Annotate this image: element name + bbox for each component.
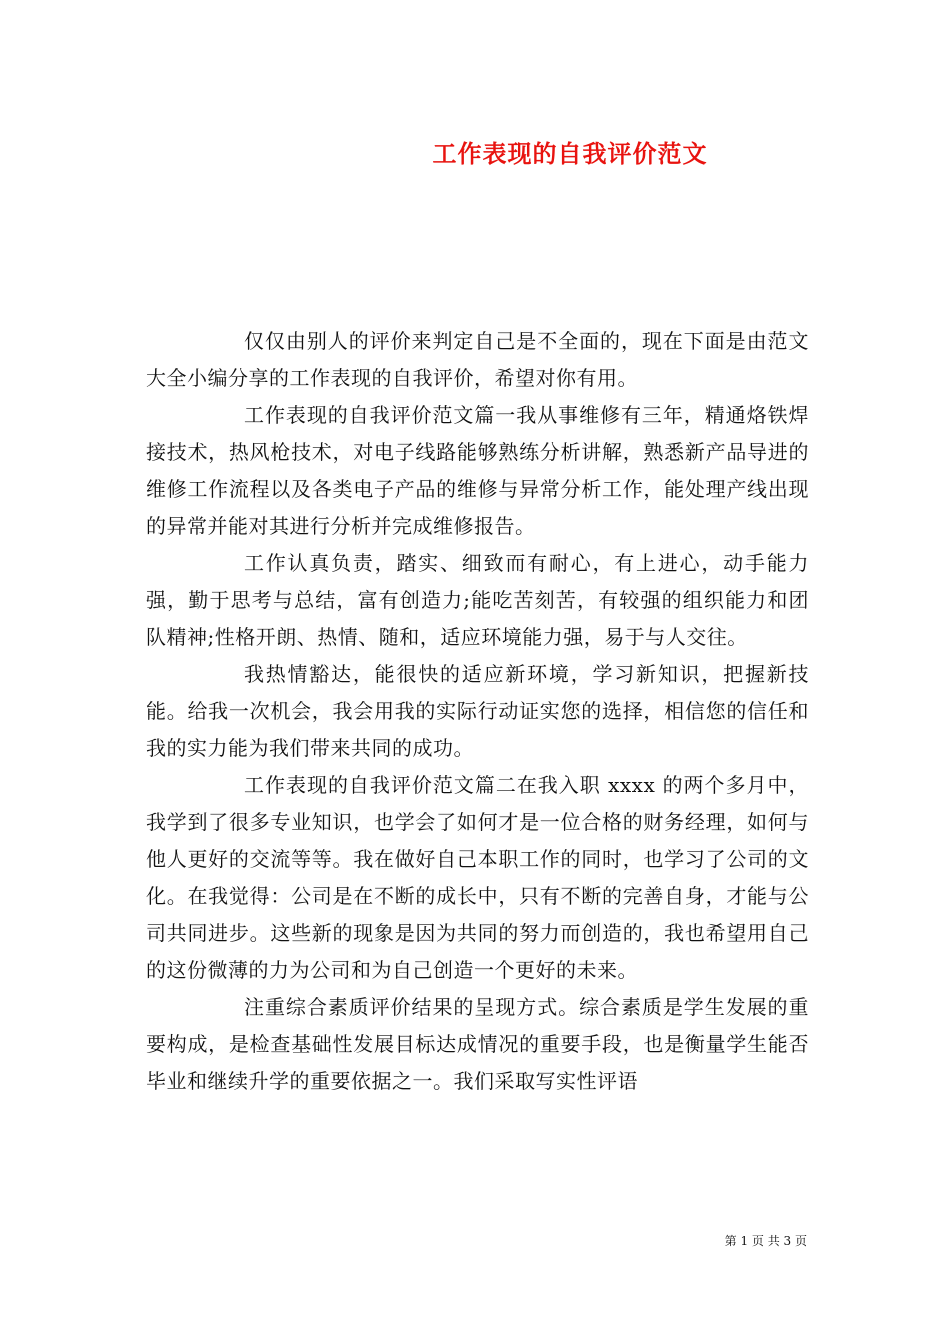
paragraph-5: 工作表现的自我评价范文篇二在我入职 xxxx 的两个多月中，我学到了很多专业知识，也学会了如何才是一位合格的财务经理，如何与他人更好的交流等等。我在做好自己本职工作的同时，也学习了公司的文化。在我觉得：公司是在不断的成长中，只有不断的完善自身，才能与公司共同进步。这些新的现象是因为共同的努力而创造的，我也希望用自己的这份微薄的力为公司和为自己创造一个更好的未来。 [146, 773, 809, 982]
paragraph-2: 工作表现的自我评价范文篇一我从事维修有三年，精通烙铁焊接技术，热风枪技术，对电子线路能够熟练分析讲解，熟悉新产品导进的维修工作流程以及各类电子产品的维修与异常分析工作，能处理产线出现的异常并能对其进行分析并完成维修报告。 [146, 403, 809, 538]
paragraph-6: 注重综合素质评价结果的呈现方式。综合素质是学生发展的重要构成，是检查基础性发展目标达成情况的重要手段，也是衡量学生能否毕业和继续升学的重要依据之一。我们采取写实性评语 [146, 995, 809, 1093]
document-body [146, 323, 809, 1100]
paragraph-4: 我热情豁达，能很快的适应新环境，学习新知识，把握新技能。给我一次机会，我会用我的实际行动证实您的选择，相信您的信任和我的实力能为我们带来共同的成功。 [146, 662, 809, 760]
page-number-footer: 第 1 页 共 3 页 [724, 1234, 807, 1248]
paragraph-1: 仅仅由别人的评价来判定自己是不全面的，现在下面是由范文大全小编分享的工作表现的自我评价，希望对你有用。 [146, 329, 809, 390]
document-title: 工作表现的自我评价范文 [432, 140, 708, 168]
paragraph-3: 工作认真负责，踏实、细致而有耐心，有上进心，动手能力强，勤于思考与总结，富有创造力;能吃苦刻苦，有较强的组织能力和团队精神;性格开朗、热情、随和，适应环境能力强，易于与人交往。 [146, 551, 809, 649]
